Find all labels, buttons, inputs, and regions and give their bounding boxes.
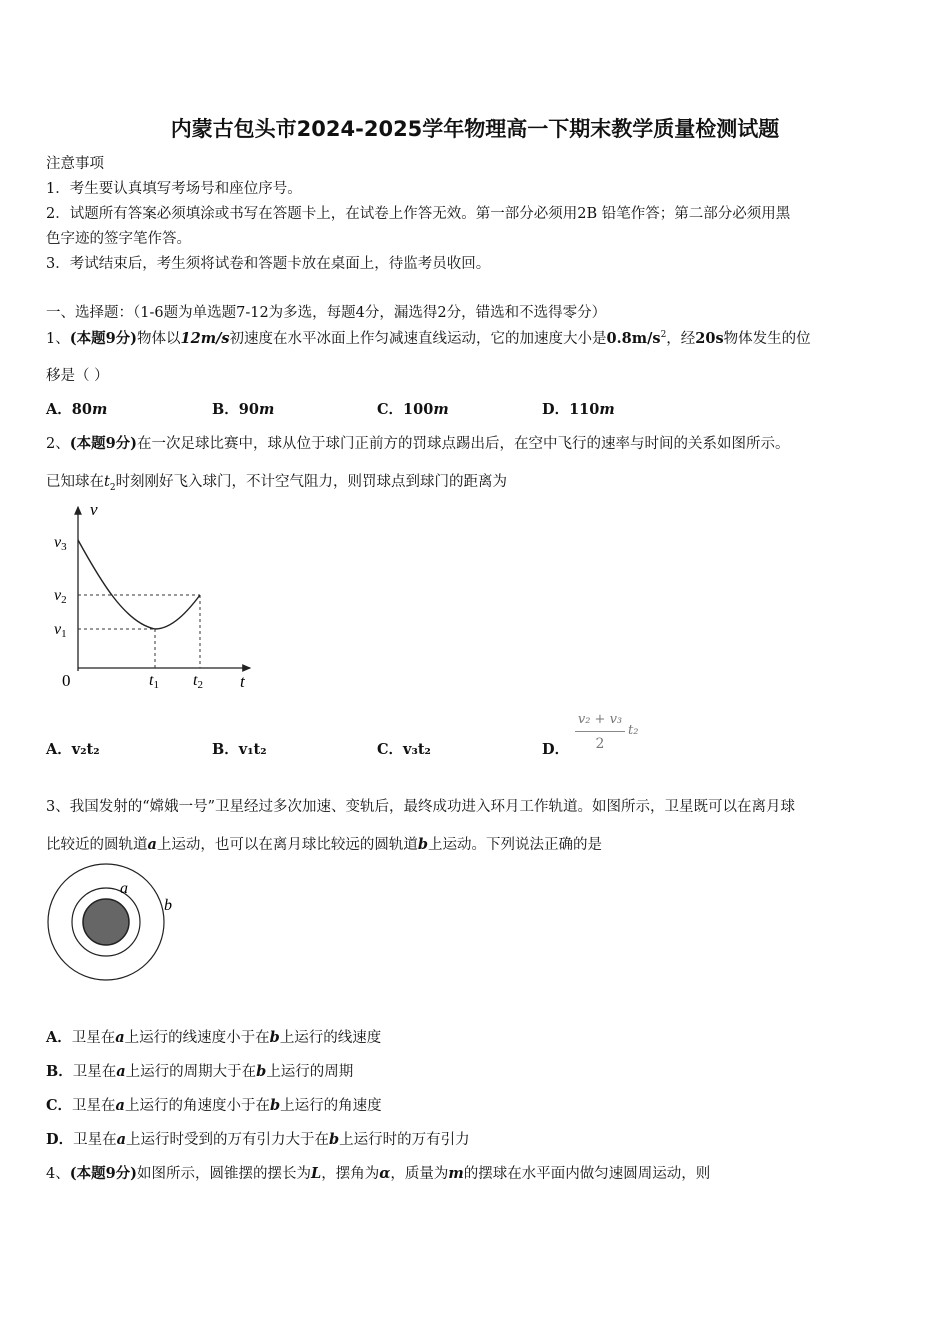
orbit-a-label: a — [120, 880, 128, 897]
q1-option-b[interactable]: B．90m — [212, 401, 275, 418]
velocity-time-graph — [40, 495, 270, 695]
q1-option-a[interactable]: A．80m — [46, 401, 108, 418]
orbit-diagram — [44, 862, 184, 986]
question-1-line-2: 移是（ ） — [46, 368, 109, 384]
question-3-line-1: 3、我国发射的“嫦娥一号”卫星经过多次加速、变轨后，最终成功进入环月工作轨道。如图所示，卫星既可以在离月球 — [46, 799, 796, 815]
q3-option-b[interactable]: B．卫星在a上运行的周期大于在b上运行的周期 — [46, 1063, 354, 1080]
q2-option-d-numerator: v₂ + v₃ — [577, 712, 623, 727]
page-title: 内蒙古包头市2024-2025学年物理高一下期末教学质量检测试题 — [170, 117, 780, 141]
origin-label: 0 — [62, 671, 71, 690]
question-2-line-2: 已知球在$t_2$时刻刚好飞入球门，不计空气阻力，则罚球点到球门的距离为 — [46, 474, 508, 493]
x-axis-label: t — [240, 672, 245, 691]
q1-option-d[interactable]: D．110m — [542, 401, 615, 418]
v3-label: v3 — [54, 534, 67, 553]
notice-item: 3．考试结束后，考生须将试卷和答题卡放在桌面上，待监考员收回。 — [46, 256, 491, 272]
fraction-bar — [575, 731, 625, 732]
section-heading: 一、选择题：（1-6题为单选题7-12为多选，每题4分，漏选得2分，错选和不选得零分） — [46, 305, 607, 321]
orbit-b-label: b — [164, 897, 172, 914]
q3-option-c[interactable]: C．卫星在a上运行的角速度小于在b上运行的角速度 — [46, 1097, 382, 1114]
question-2-line-1: 2、(本题9分)在一次足球比赛中，球从位于球门正前方的罚球点踢出后，在空中飞行的速率与时间的关系如图所示。 — [46, 435, 790, 452]
q1-option-c[interactable]: C．100m — [377, 401, 449, 418]
moon — [83, 899, 129, 945]
q3-option-d[interactable]: D．卫星在a上运行时受到的万有引力大于在b上运行时的万有引力 — [46, 1131, 470, 1148]
question-3-line-2: 比较近的圆轨道a上运动，也可以在离月球比较远的圆轨道b上运动。下列说法正确的是 — [46, 836, 603, 853]
v2-label: v2 — [54, 587, 67, 606]
q2-option-c[interactable]: C．v₃t₂ — [377, 741, 431, 758]
y-axis-label: v — [90, 500, 98, 519]
notice-heading: 注意事项 — [46, 156, 104, 172]
notice-item: 1．考生要认真填写考场号和座位序号。 — [46, 181, 302, 197]
question-1-line-1: 1、(本题9分)物体以12m/s初速度在水平冰面上作匀减速直线运动，它的加速度大小是$0.8m/s^2$，经20s物体发生的位 — [46, 330, 811, 347]
velocity-curve — [78, 540, 200, 629]
t1-label: t1 — [149, 672, 159, 691]
q2-option-d-denominator: 2 — [595, 736, 605, 752]
question-4-line-1: 4、(本题9分)如图所示，圆锥摆的摆长为L，摆角为α，质量为m的摆球在水平面内做匀速圆周运动，则 — [46, 1165, 711, 1182]
notice-item: 色字迹的签字笔作答。 — [46, 231, 191, 247]
q2-option-b[interactable]: B．v₁t₂ — [212, 741, 267, 758]
q2-option-d-tail: t₂ — [628, 723, 639, 738]
t2-label: t2 — [193, 672, 203, 691]
q2-option-a[interactable]: A．v₂t₂ — [46, 741, 100, 758]
v1-label: v1 — [54, 621, 67, 640]
notice-item: 2．试题所有答案必须填涂或书写在答题卡上，在试卷上作答无效。第一部分必须用2B 铅笔作答；第二部分必须用黑 — [46, 206, 791, 222]
q3-option-a[interactable]: A．卫星在a上运行的线速度小于在b上运行的线速度 — [46, 1029, 382, 1046]
q2-option-d[interactable]: D． — [542, 741, 570, 758]
